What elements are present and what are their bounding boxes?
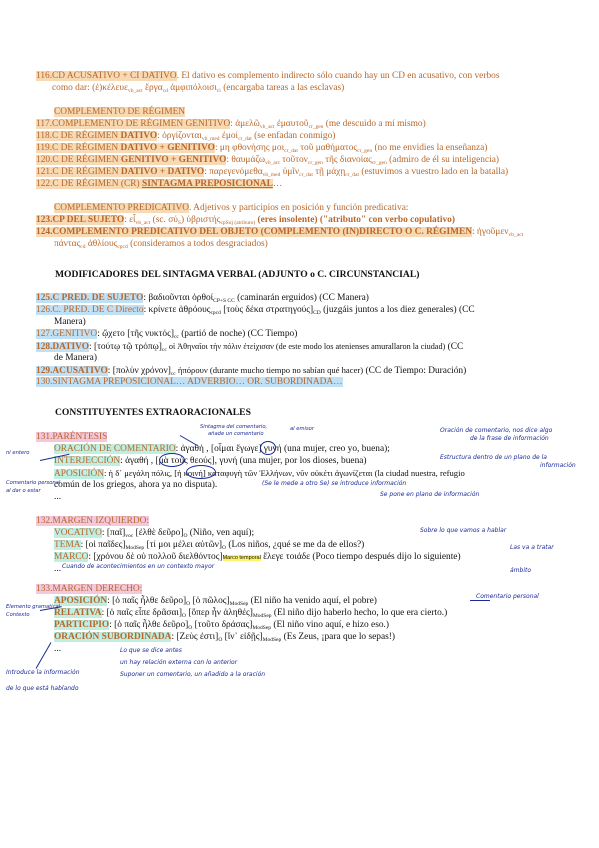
text-sub-end: (Es Zeus, ¡para que lo sepas!) (281, 632, 396, 642)
term-131: 131.PARÉNTESIS (36, 432, 108, 442)
hw-note-19: de lo que está hablando (6, 685, 79, 692)
line-126 (36, 305, 475, 319)
sub-120c: cr_gen (371, 160, 387, 166)
hw-note-6: Estructura dentro de un plano de la (440, 454, 547, 461)
ellipsis-1 (54, 492, 61, 503)
text-127: : ᾤχετο [τῆς νυκτός] (97, 329, 174, 339)
sub-123b: S (177, 220, 181, 226)
text-123-mid2: ) ὑβριστής (180, 215, 221, 225)
header-regimen (54, 107, 185, 118)
text-127-end: (partió de noche) (CC Tiempo) (178, 329, 298, 339)
text-120: : θαυμάζω (226, 155, 266, 165)
case-118: DATIVO (120, 131, 158, 141)
text-126-end: (juzgáis juntos a los diez generales) (CC (320, 305, 475, 315)
text-116b: como dar: (ἐ)κέλευε (52, 83, 128, 93)
ellipsis-2-text: ... (54, 564, 62, 574)
line-116b (52, 83, 344, 97)
sub-124: vb_act (508, 232, 524, 238)
header-predicativo-text: COMPLEMENTO PREDICATIVO (54, 203, 189, 213)
sub-tema-b: O (222, 545, 227, 551)
sub-127: cc (173, 334, 179, 340)
term-130: 130.SINTAGMA PREPOSICIONAL… ADVERBIO… OR. SUBORDINADA… (36, 377, 343, 387)
sub-116b2: cd (162, 88, 168, 94)
sub-121c: cr_dat (345, 172, 359, 178)
sub-116b1: vb_act (128, 88, 143, 94)
case-120: GENITIVO + GENITIVO (120, 155, 227, 165)
sub-124b: cd (80, 244, 86, 250)
text-apos: : ἡ δ᾽ μεγάλη πόλις, [ἡ κοινή] καταφυγὴ τῶν Ἑλλήνων, νῦν οὐκέτι ἀγωνίζεται (la ciudad nuestra, refugio (104, 468, 465, 478)
term-119: 119.C DE RÉGIMEN (36, 143, 121, 153)
line-130 (36, 377, 343, 388)
line-122 (36, 179, 282, 190)
term-apos: APOSICIÓN (54, 469, 105, 479)
line-sub (54, 632, 395, 646)
text-128: : [τούτῳ τῷ τρόπῳ] (89, 342, 162, 352)
text-126-mid: [τοὺς δέκα στρατηγούς] (220, 305, 314, 315)
text-121-rest: ὑμῖν (280, 167, 300, 177)
term-122: 122.C DE RÉGIMEN (CR) (36, 179, 142, 189)
text-voc-end: (Niño, ven aquí); (187, 528, 255, 538)
term-rel: RELATIVA (54, 608, 102, 618)
sub-part: O (188, 625, 193, 631)
text-124b-end: (consideramos a todos desgraciados) (127, 239, 268, 249)
text-rel-rest: [ὅπερ ἦν ἀληθές] (186, 608, 253, 618)
term-121: 121.C DE RÉGIMEN (36, 167, 121, 177)
text-117-rest: ἐμαυτοῦ (274, 119, 309, 129)
text-129-end: (CC de Tiempo: Duración) (363, 366, 467, 376)
text-125-end: (caminarán erguidos) (CC Manera) (234, 293, 369, 303)
text-apos2-end: (El niño ha venido aquí, el pobre) (248, 596, 377, 606)
sub-119b: cr_gen (357, 148, 373, 154)
text-tema: : [οἱ παῖδες] (80, 540, 126, 550)
ellipsis-2 (54, 564, 61, 575)
hw-arrow-3 (36, 642, 52, 668)
hw-note-8: información (540, 462, 576, 469)
hw-circle-1 (159, 453, 185, 467)
text-118-rest: ἐμοί (219, 131, 239, 141)
text-126: : κρίνετε ἀθρόους (143, 305, 211, 315)
term-apos2: APOSICIÓN (54, 596, 108, 606)
text-rel-end: (El niño dijo haberlo hecho, lo que era cierto.) (271, 608, 448, 618)
hw-note-7: ni entero (6, 450, 30, 456)
term-sub: ORACIÓN SUBORDINADA (54, 632, 172, 642)
text-119-rest: μοι (269, 143, 285, 153)
term-126: 126.C. PRED. DE C Directo (36, 305, 144, 315)
text-120-end: (admiro de él su inteligencia) (386, 155, 500, 165)
text-voc-rest: [ἐλθὲ δεῦρο] (133, 528, 184, 538)
sub-apos2b: ModSep (229, 601, 249, 607)
text-119: : μη φθονήσης (214, 143, 270, 153)
hw-note-9: Comentario personal (6, 480, 61, 486)
hw-note-11: Se pone en plano de información (380, 491, 480, 498)
term-117: 117.COMPLEMENTO DE RÉGIMEN GENITIVO (36, 119, 231, 129)
sub-124c: cpcd (117, 244, 128, 250)
text-124b: πάντας (54, 239, 81, 249)
text-120-rest: τοῦτον (279, 155, 308, 165)
text-sub: : [Ζεὺς ἐστι] (171, 632, 219, 642)
sub-116b3: ci (216, 88, 221, 94)
text-part-rest: [τοῦτο δράσας] (192, 620, 253, 630)
line-126b (54, 317, 86, 328)
text-part-end: (El niño vino aquí, e hizo eso.) (271, 620, 390, 630)
text-voc: : [παῖ] (101, 528, 126, 538)
header-predicativo (54, 203, 408, 214)
hw-note-15: ámbito (510, 567, 532, 574)
sub-sub: O (218, 637, 223, 643)
line-116 (36, 71, 499, 82)
line-apos (54, 468, 465, 480)
hw-note-23: Elemento gramatical (6, 604, 61, 610)
hw-note-18: Introduce la información (6, 669, 80, 676)
term-or-com: ORACIÓN DE COMENTARIO (54, 444, 176, 454)
line-apos-b (54, 480, 217, 491)
text-tema-rest: [τί μοι μέλει αὐτῶν] (144, 540, 223, 550)
sub-119: cr_dat (284, 148, 298, 154)
sub-121b: cr_dat (299, 172, 313, 178)
text-117-end: (me descuido a mí mismo) (323, 119, 426, 129)
term-interj: INTERJECCIÓN (54, 456, 121, 466)
text-116: . El dativo es complemento indirecto sólo cuando hay un CD en acusativo, con verbos (176, 71, 500, 81)
text-124b-mid: ἀθλίους (85, 239, 118, 249)
sub-125: CP+S CC (213, 298, 235, 304)
term-133: 133.MARGEN DERECHO: (36, 584, 143, 594)
sub-128: cc (161, 347, 167, 353)
ellipsis-1-text: ... (54, 492, 62, 502)
sub-126: cpcd (210, 310, 221, 316)
sub-117: vb_act (259, 124, 275, 130)
text-marco-rest: ἔλεγε τοιάδε (Poco tiempo después dijo lo siguiente) (260, 552, 461, 562)
term-123: 123.CP DEL SUJETO (36, 215, 125, 225)
sub-tema: ModSep (125, 545, 145, 551)
term-116: 116.CD ACUSATIVO + CI DATIVO (36, 71, 177, 81)
text-119-rest2: τοῦ μαθήματος (297, 143, 358, 153)
header-regimen-text: COMPLEMENTO DE RÉGIMEN (54, 107, 186, 117)
term-118: 118.C DE RÉGIMEN (36, 131, 121, 141)
hw-note-17: Comentario personal (476, 593, 539, 600)
sub-126b: CD (313, 310, 321, 316)
sub-120b: cr_gen (307, 160, 323, 166)
hw-note-16: Cuando de acontecimientos en un contexto mayor (62, 563, 215, 570)
header-predicativo-rest: . Adjetivos y participios en posición y función predicativa: (189, 203, 409, 213)
text-120-rest2: τῆς διανοίας (322, 155, 372, 165)
marco-tag: Marco temporal (222, 555, 261, 561)
text-123-end: (eres insolente) ("atributo" con verbo copulativo) (255, 215, 455, 225)
hw-note-21: un hay relación externa con lo anterior (120, 659, 238, 666)
text-sub-rest: [ἵν᾽ εἰδῇς] (222, 632, 263, 642)
text-marco: : [χρόνου δὲ οὐ πολλοῦ διελθόντος] (88, 552, 223, 562)
line-128 (36, 341, 463, 356)
hw-note-13: Sobre lo que vamos a hablar (420, 527, 507, 534)
text-or-com: : ἀγαθή , [οἶμαι ἔγωγε] γυνή (una mujer, creo yo, buena); (175, 444, 390, 454)
hw-note-1: Sintagma del comentario, (200, 424, 268, 430)
sub-rel: O (182, 613, 186, 619)
heading-extraoracionales: CONSTITUYENTES EXTRAORACIONALES (55, 407, 251, 418)
sub-apos2: O (186, 601, 191, 607)
hw-circle-2 (260, 441, 276, 455)
sub-relb: ModSep (252, 613, 272, 619)
hw-note-24: Contexto (6, 612, 30, 618)
text-128b: de Manera) (54, 353, 97, 363)
sub-121: vb_med (262, 172, 281, 178)
text-129-mid: ἠπόρουν (durante mucho tiempo no sabían qué hacer) (175, 365, 364, 375)
text-apos2-rest: [ὁ πῶλος] (190, 596, 230, 606)
line-131 (36, 432, 107, 443)
case-119: DATIVO + GENITIVO (120, 143, 215, 153)
text-117: : ἀμελῶ (230, 119, 260, 129)
ellipsis-3-text: ... (54, 644, 62, 654)
text-apos2: : [ὁ παῖς ἦλθε δεῦρο] (107, 596, 187, 606)
text-128-mid: οἱ Ἀθηναῖοι τὴν πόλιν ἐτείχισαν (de este modo los atenienses amurallaron la ciudad) (166, 342, 446, 351)
text-118: : ὀργίζονται (157, 131, 202, 141)
sub-voc: voc (125, 533, 134, 539)
sub-123: vb_act (135, 220, 151, 226)
text-129: : [πολὺν χρόνον] (107, 366, 171, 376)
text-118-end: (se enfadan conmigo) (251, 131, 336, 141)
hw-note-22: Suponer un comentario, un añadido a la oración (120, 671, 266, 678)
hw-note-12: (Se le mede a otro Se) se introduce información (262, 480, 407, 487)
case-122: SINTAGMA PREPOSICIONAL (142, 179, 273, 189)
text-interj: : ἀγαθή , [μὰ τοὺς θεούς], γυνή (una mujer, por los dioses, buena) (120, 456, 367, 466)
hw-note-10: al dar o estar (6, 488, 41, 494)
sub-120: vb_act (265, 160, 280, 166)
sub-118b: cr_dat (238, 136, 252, 142)
sub-partb: ModSep (252, 625, 272, 631)
term-voc: VOCATIVO (54, 528, 102, 538)
text-125: : βαδιοῦνται ὀρθοί (143, 293, 214, 303)
case-121: DATIVO + DATIVO (120, 167, 205, 177)
term-tema: TEMA (54, 540, 81, 550)
line-128b (54, 353, 97, 364)
text-122-end: … (272, 179, 283, 189)
term-124: 124.COMPLEMENTO PREDICATIVO DEL OBJETO (COMPLEMENTO (IN)DIRECTO O C. RÉGIMEN (36, 227, 472, 237)
term-marco: MARCO (54, 552, 89, 562)
sub-123c: cpSuj (atributo) (220, 220, 256, 226)
hw-note-4: Oración de comentario, nos dice algo (440, 427, 553, 434)
hw-note-2: añade un comentario (208, 431, 264, 437)
line-133 (36, 584, 142, 595)
sub-117b: cr_gen (308, 124, 324, 130)
term-127: 127.GENITIVO (36, 329, 98, 339)
text-apos-b: común de los griegos, ahora ya no disputa). (54, 480, 218, 490)
line-or-com (54, 444, 390, 455)
text-part: : [ὁ παῖς ἦλθε δεῦρο] (109, 620, 189, 630)
term-120: 120.C DE RÉGIMEN (36, 155, 121, 165)
hw-circle-3 (186, 465, 216, 479)
hw-note-20: Lo que se dice antes (120, 647, 182, 654)
hw-note-3: al emisor (290, 426, 314, 432)
hw-arrow-5 (470, 600, 490, 601)
text-124: : ἡγοῦμεν (471, 227, 509, 237)
line-interj (54, 456, 367, 467)
line-132 (36, 516, 149, 527)
text-123: : εἶ (124, 215, 136, 225)
text-119-end: (no me envidies la enseñanza) (372, 143, 488, 153)
text-128-end: (CC (445, 342, 464, 352)
hw-note-14: Las va a tratar (510, 544, 554, 551)
text-tema-end: (Los niños, ¿qué se me da de ellos?) (226, 540, 365, 550)
term-125: 125.C PRED. DE SUJETO (36, 293, 144, 303)
sub-118: vb_med (201, 136, 220, 142)
term-132: 132.MARGEN IZQUIERDO: (36, 516, 150, 526)
heading-modificadores: MODIFICADORES DEL SINTAGMA VERBAL (ADJUNTO o C. CIRCUNSTANCIAL) (55, 269, 420, 280)
text-121: : παρεγενόμεθα (204, 167, 263, 177)
line-124b (54, 239, 268, 253)
ellipsis-3 (54, 644, 61, 655)
text-123-mid: (sc. σύ (150, 215, 178, 225)
text-126b: Manera) (54, 317, 86, 327)
sub-voc-b: O (183, 533, 188, 539)
text-rel: : [ὁ παῖς εἶπε δρᾶσαι] (101, 608, 183, 618)
text-121-rest2: τῇ μάχῃ (312, 167, 346, 177)
sub-subb: ModSep (262, 637, 282, 643)
text-116b-mid2: ἀμφιπόλοισι (167, 83, 217, 93)
text-116b-end: (encargaba tareas a las esclavas) (220, 83, 345, 93)
term-part: PARTICIPIO (54, 620, 110, 630)
text-121-end: (estuvimos a vuestro lado en la batalla) (358, 167, 509, 177)
text-116b-mid: ἔργα (142, 83, 163, 93)
term-129: 129.ACUSATIVO (36, 366, 108, 376)
term-128: 128.DATIVO (36, 342, 90, 352)
sub-129: cc (170, 371, 176, 377)
hw-note-5: de la frase de información (470, 435, 549, 442)
